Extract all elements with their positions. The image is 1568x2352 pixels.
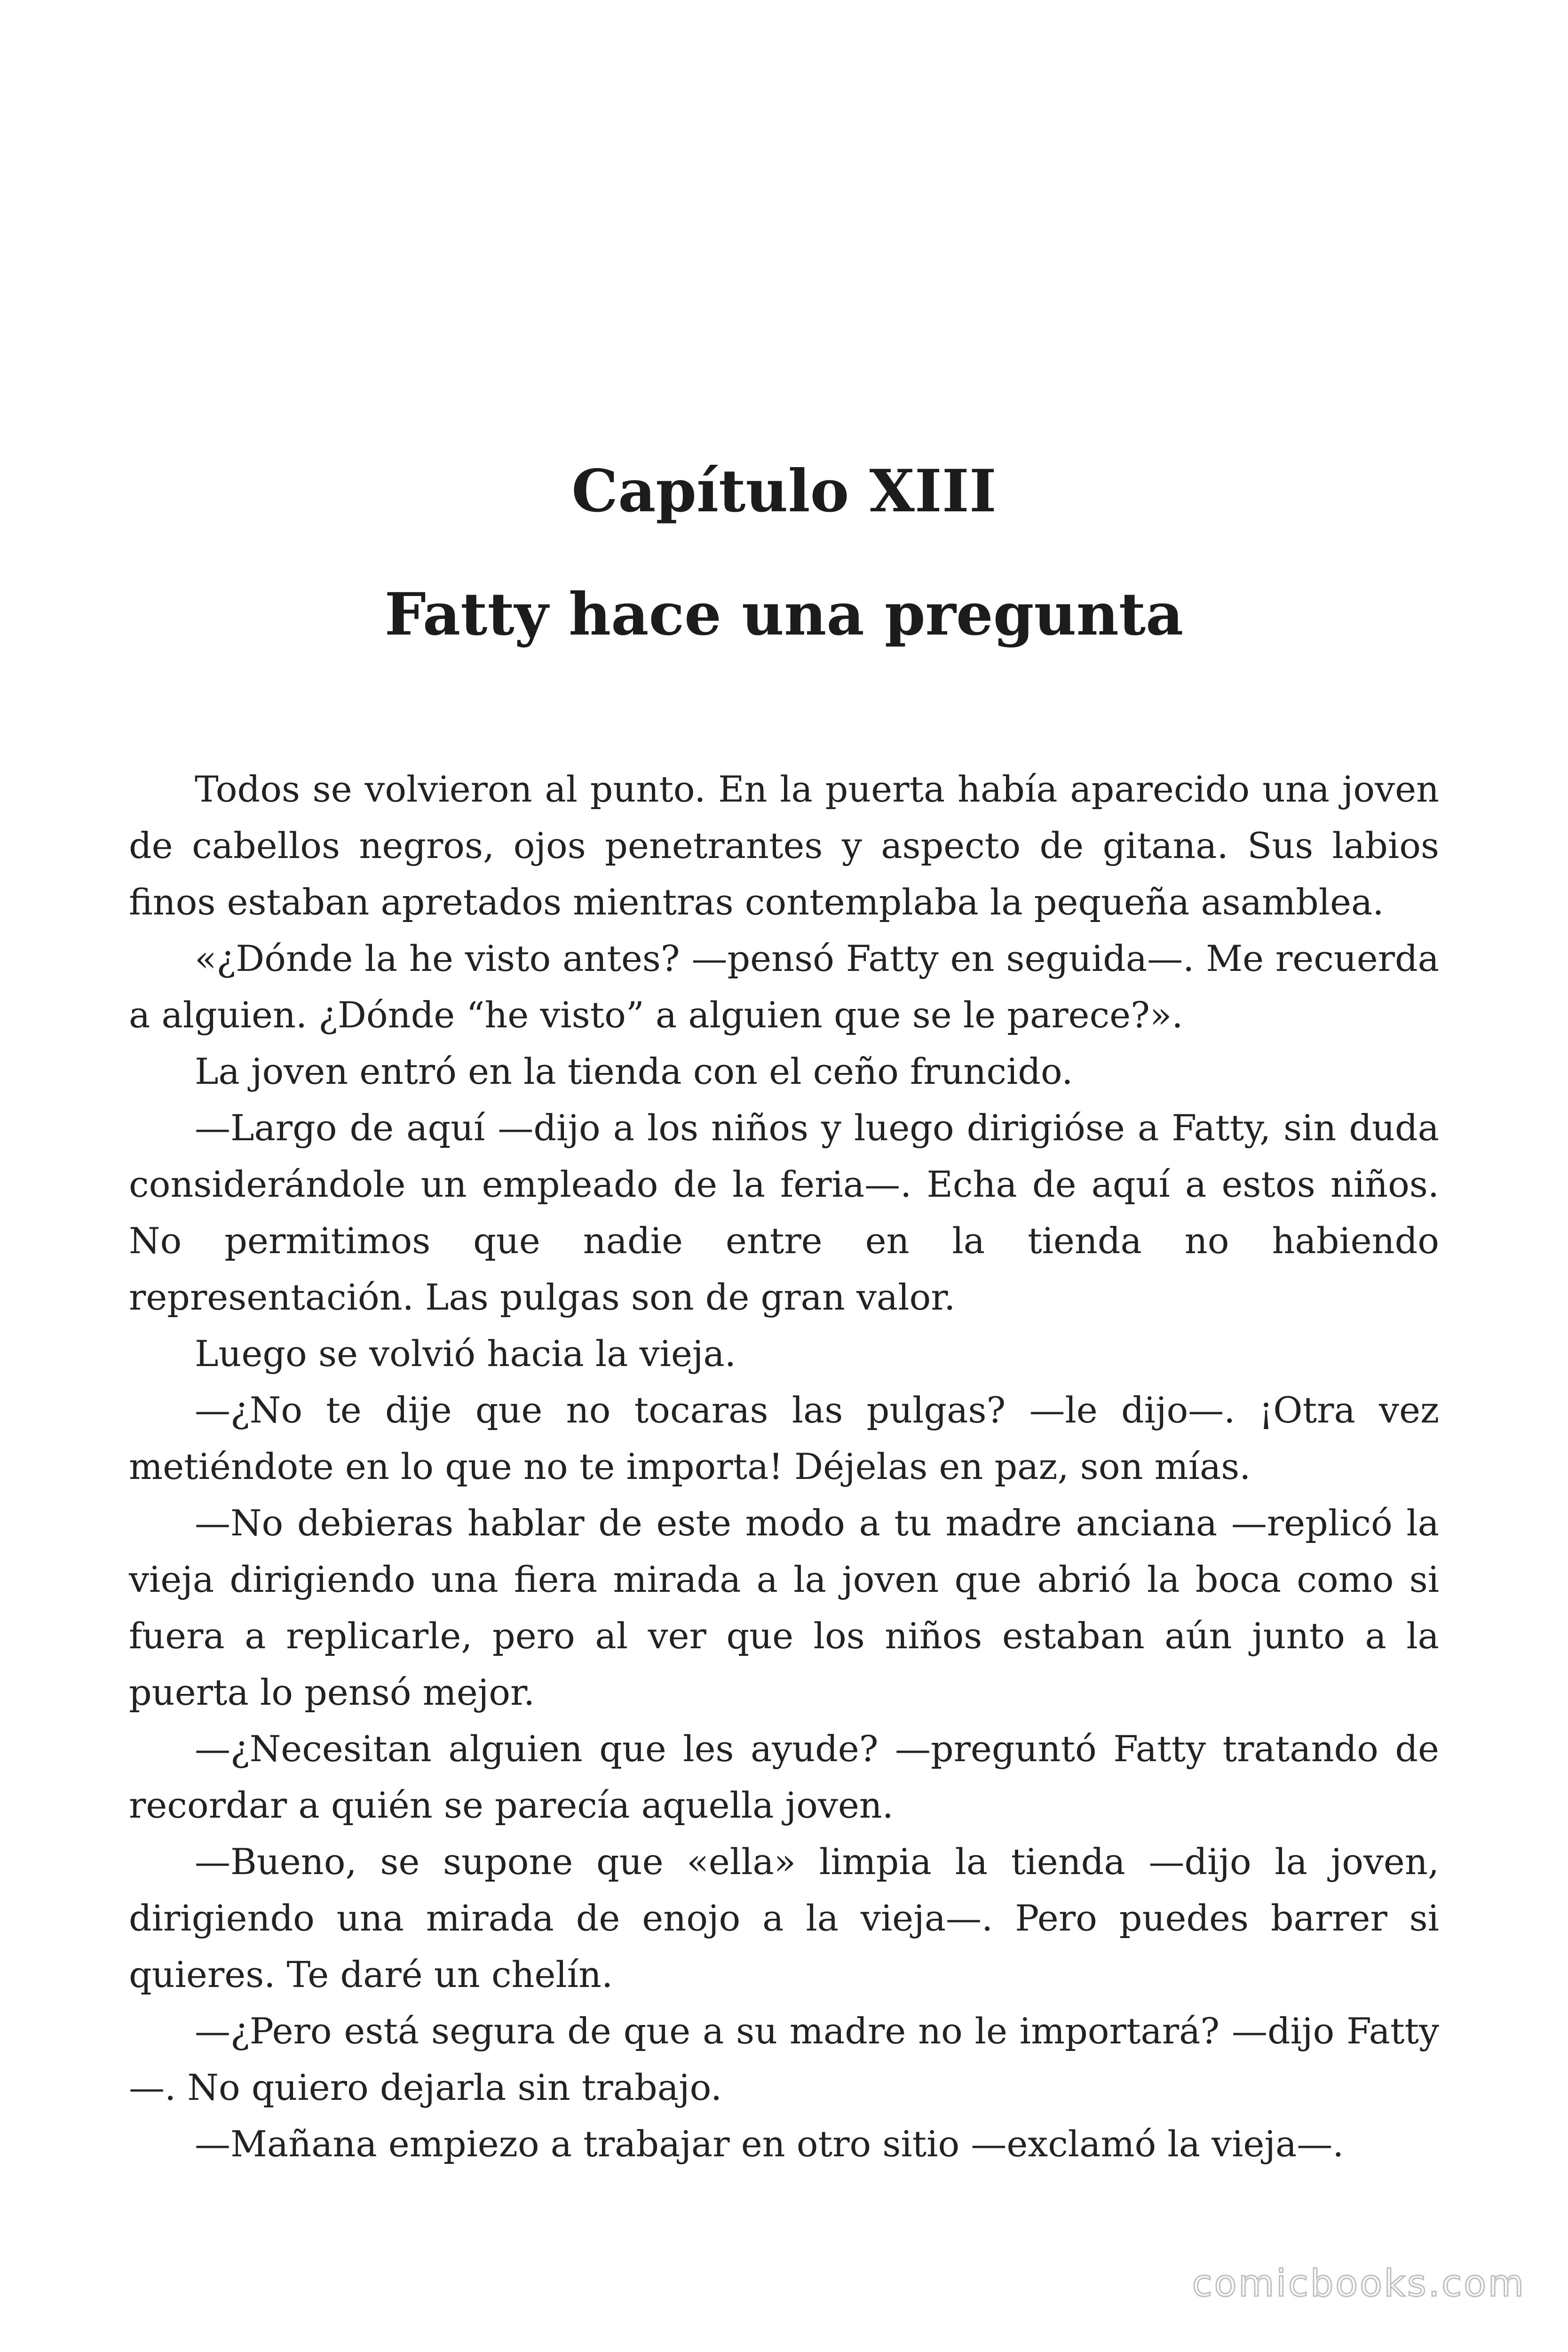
paragraph: Todos se volvieron al punto. En la puerta había aparecido una joven de cabellos negros, ojos penetrantes y aspecto de gitana. Sus labios finos estaban apretados mientras contemplaba la pequeña asamblea. [129, 768, 1439, 923]
paragraph: La joven entró en la tienda con el ceño fruncido. [195, 1050, 1073, 1092]
paragraph: —¿Necesitan alguien que les ayude? —preguntó Fatty tratando de recordar a quién se parecía aquella joven. [129, 1728, 1439, 1826]
paragraph: Luego se volvió hacia la vieja. [195, 1333, 736, 1375]
paragraph: —No debieras hablar de este modo a tu madre anciana —replicó la vieja dirigiendo una fiera mirada a la joven que abrió la boca como si fuera a replicarle, pero al ver que los niños estaban aún junto a la puerta lo pensó mejor. [129, 1502, 1439, 1713]
paragraph: —Largo de aquí —dijo a los niños y luego dirigióse a Fatty, sin duda considerándole un empleado de la feria—. Echa de aquí a estos niños. No permitimos que nadie entre en la tienda no habiendo representación. Las pulgas son de gran valor. [129, 1107, 1439, 1318]
chapter-title: Fatty hace una pregunta [384, 580, 1184, 649]
paragraph: —Bueno, se supone que «ella» limpia la tienda —dijo la joven, dirigiendo una mirada de enojo a la vieja—. Pero puedes barrer si quieres. Te daré un chelín. [129, 1841, 1439, 1995]
paragraph: —Mañana empiezo a trabajar en otro sitio —exclamó la vieja—. [195, 2123, 1344, 2165]
paragraph: —¿No te dije que no tocaras las pulgas? —le dijo—. ¡Otra vez metiéndote en lo que no te importa! Déjelas en paz, son mías. [129, 1389, 1439, 1487]
watermark-logo: comicbooks.com [1192, 2263, 1526, 2305]
chapter-body [129, 761, 1439, 2172]
paragraph: —¿Pero está segura de que a su madre no le importará? —dijo Fatty—. No quiero dejarla sin trabajo. [129, 2010, 1439, 2108]
chapter-number: Capítulo XIII [571, 457, 997, 525]
paragraph: «¿Dónde la he visto antes? —pensó Fatty en seguida—. Me recuerda a alguien. ¿Dónde “he visto” a alguien que se le parece?». [129, 938, 1439, 1036]
